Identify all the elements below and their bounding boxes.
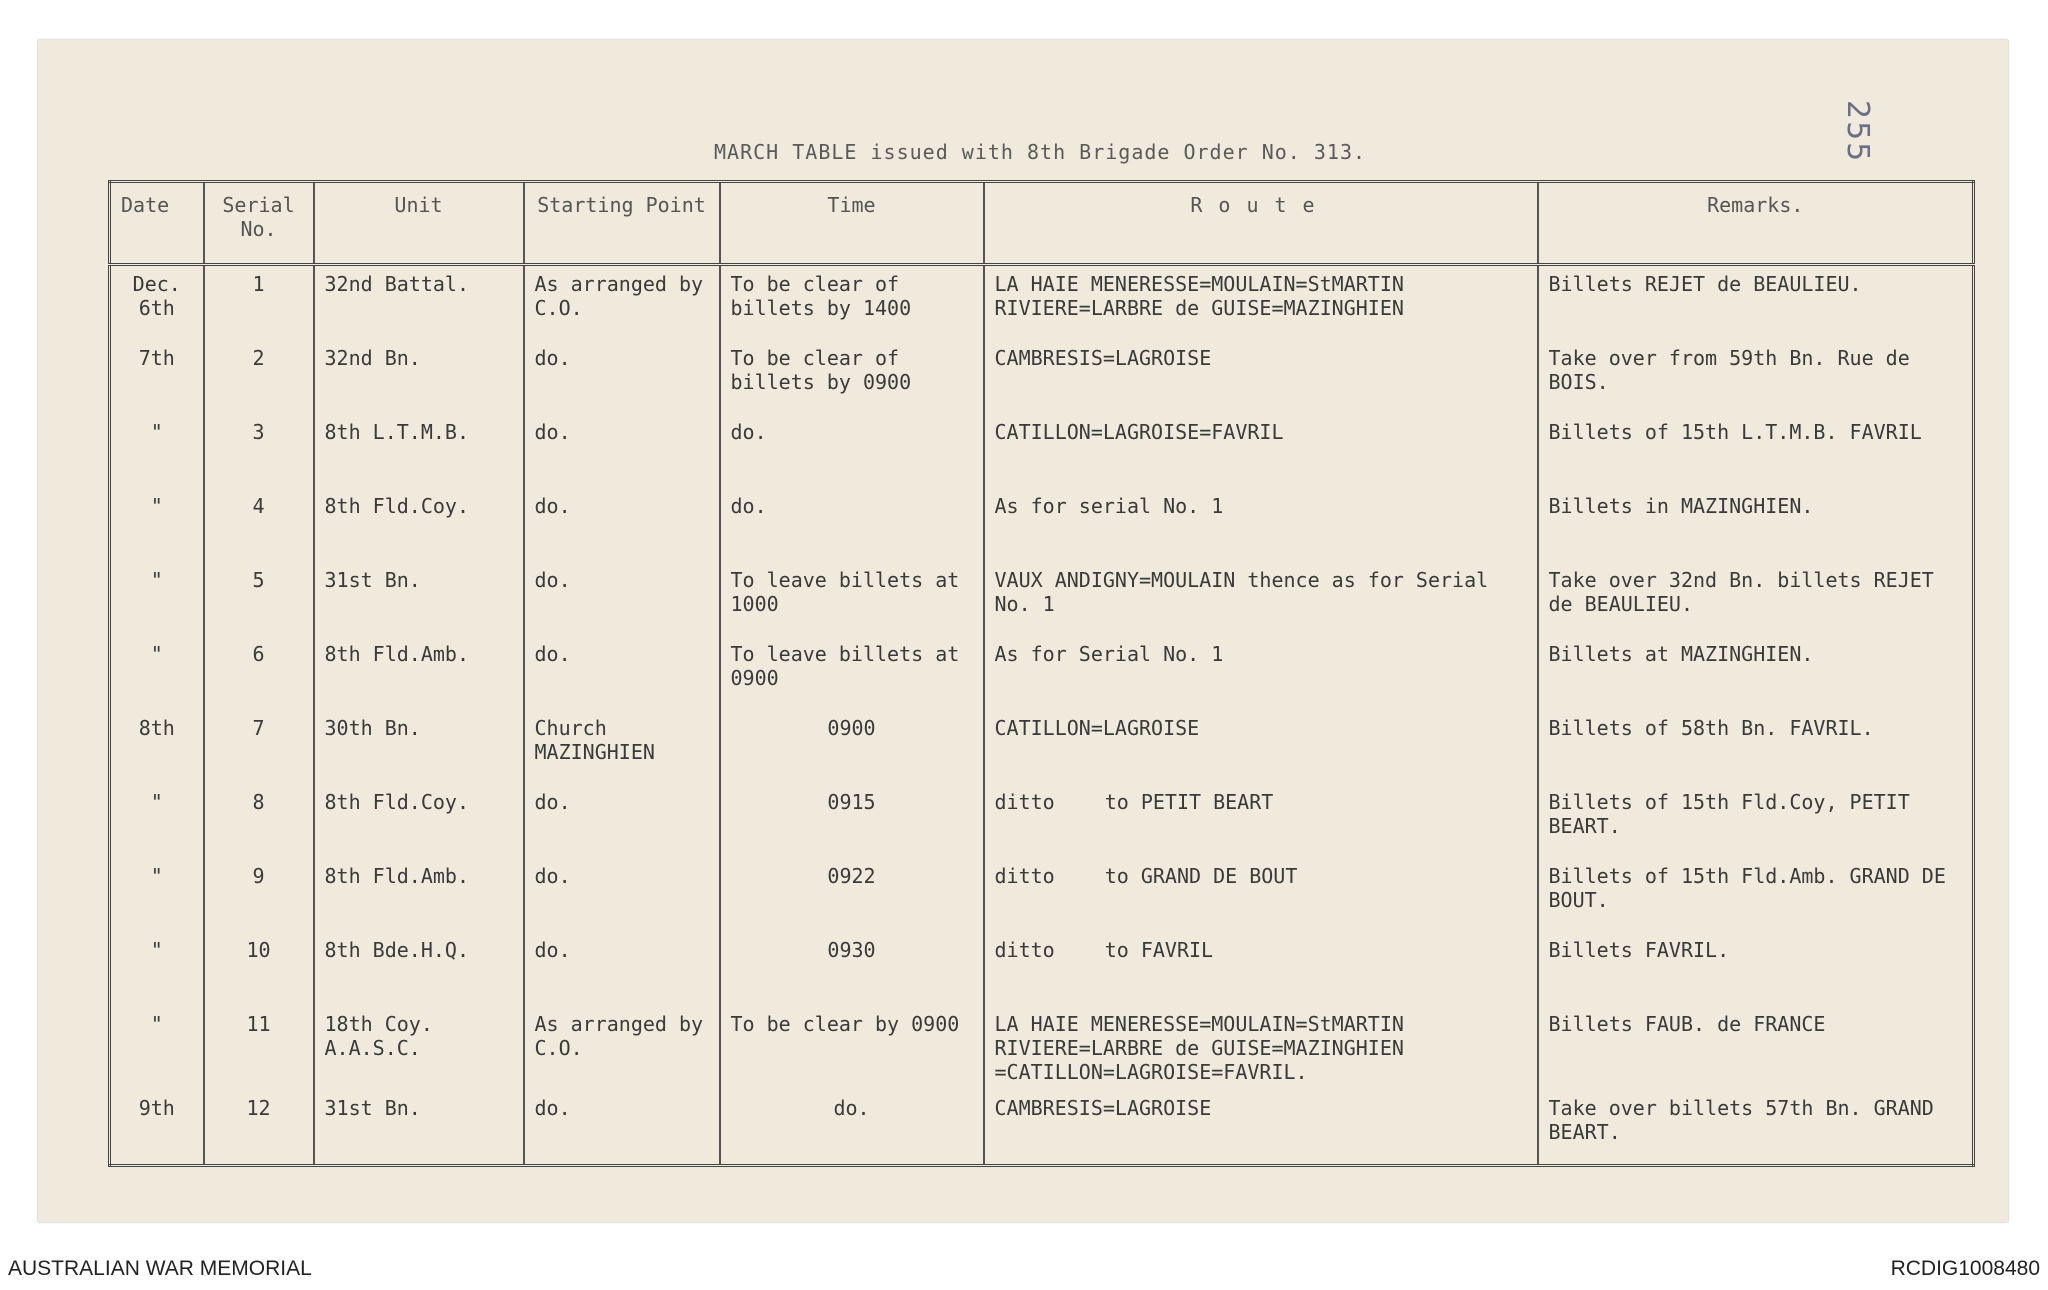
cell-date: 9th: [110, 1090, 204, 1166]
cell-remarks: Billets of 15th L.T.M.B. FAVRIL: [1538, 414, 1974, 488]
archive-credit: AUSTRALIAN WAR MEMORIAL: [8, 1257, 312, 1280]
header-time: Time: [720, 182, 984, 265]
cell-date: ": [110, 784, 204, 858]
cell-route: CAMBRESIS=LAGROISE: [984, 340, 1538, 414]
table-row: [110, 562, 1974, 636]
cell-date: ": [110, 932, 204, 1006]
cell-remarks: Billets of 15th Fld.Coy, PETIT BEART.: [1538, 784, 1974, 858]
cell-serial: 4: [204, 488, 314, 562]
cell-route: CAMBRESIS=LAGROISE: [984, 1090, 1538, 1166]
cell-time: 0915: [720, 784, 984, 858]
cell-starting-point: do.: [524, 562, 720, 636]
cell-starting-point: As arranged by C.O.: [524, 1006, 720, 1090]
cell-date: ": [110, 636, 204, 710]
route-destination: to PETIT BEART: [1104, 790, 1274, 814]
cell-date: Dec. 6th: [110, 265, 204, 341]
cell-time: do.: [720, 1090, 984, 1166]
cell-route: CATILLON=LAGROISE: [984, 710, 1538, 784]
table-row: [110, 636, 1974, 710]
cell-date: ": [110, 562, 204, 636]
cell-starting-point: As arranged by C.O.: [524, 265, 720, 341]
cell-time: To be clear of billets by 0900: [720, 340, 984, 414]
cell-unit: 8th Bde.H.Q.: [314, 932, 524, 1006]
cell-remarks: Billets REJET de BEAULIEU.: [1538, 265, 1974, 341]
cell-starting-point: do.: [524, 414, 720, 488]
cell-time: To leave billets at 0900: [720, 636, 984, 710]
cell-serial: 10: [204, 932, 314, 1006]
cell-unit: 32nd Bn.: [314, 340, 524, 414]
route-destination: to GRAND DE BOUT: [1104, 864, 1298, 888]
table-row: [110, 710, 1974, 784]
table-row: [110, 414, 1974, 488]
route-ditto: ditto: [994, 938, 1055, 962]
cell-time: do.: [720, 414, 984, 488]
cell-date: 8th: [110, 710, 204, 784]
cell-serial: 12: [204, 1090, 314, 1166]
cell-time: To be clear by 0900: [720, 1006, 984, 1090]
cell-serial: 2: [204, 340, 314, 414]
cell-remarks: Billets at MAZINGHIEN.: [1538, 636, 1974, 710]
document-title: MARCH TABLE issued with 8th Brigade Order No. 313.: [714, 140, 1367, 164]
cell-serial: 1: [204, 265, 314, 341]
header-serial: Serial No.: [204, 182, 314, 265]
cell-route: CATILLON=LAGROISE=FAVRIL: [984, 414, 1538, 488]
header-remarks: Remarks.: [1538, 182, 1974, 265]
cell-route: VAUX ANDIGNY=MOULAIN thence as for Serial No. 1: [984, 562, 1538, 636]
cell-time: To leave billets at 1000: [720, 562, 984, 636]
header-unit: Unit: [314, 182, 524, 265]
cell-route: [984, 858, 1538, 932]
table-row: [110, 1090, 1974, 1166]
table-row: [110, 858, 1974, 932]
cell-time: 0900: [720, 710, 984, 784]
route-destination: to FAVRIL: [1104, 938, 1214, 962]
cell-unit: 18th Coy. A.A.S.C.: [314, 1006, 524, 1090]
cell-serial: 7: [204, 710, 314, 784]
cell-remarks: Take over from 59th Bn. Rue de BOIS.: [1538, 340, 1974, 414]
table-row: [110, 1006, 1974, 1090]
cell-date: ": [110, 858, 204, 932]
cell-unit: 8th Fld.Amb.: [314, 858, 524, 932]
cell-unit: 8th Fld.Coy.: [314, 488, 524, 562]
cell-route: LA HAIE MENERESSE=MOULAIN=StMARTIN RIVIERE=LARBRE de GUISE=MAZINGHIEN =CATILLON=LAGROISE=FAVRIL.: [984, 1006, 1538, 1090]
archive-reference: RCDIG1008480: [1890, 1257, 2040, 1280]
cell-starting-point: do.: [524, 932, 720, 1006]
cell-remarks: Take over 32nd Bn. billets REJET de BEAULIEU.: [1538, 562, 1974, 636]
march-table: [108, 180, 1975, 1167]
cell-starting-point: Church MAZINGHIEN: [524, 710, 720, 784]
cell-route: [984, 784, 1538, 858]
cell-unit: 8th Fld.Amb.: [314, 636, 524, 710]
cell-serial: 9: [204, 858, 314, 932]
route-ditto: ditto: [994, 790, 1055, 814]
cell-date: 7th: [110, 340, 204, 414]
header-date: Date: [110, 182, 204, 265]
cell-date: ": [110, 1006, 204, 1090]
cell-serial: 3: [204, 414, 314, 488]
header-row: [110, 182, 1974, 265]
cell-unit: 31st Bn.: [314, 1090, 524, 1166]
table-row: [110, 488, 1974, 562]
cell-route: As for Serial No. 1: [984, 636, 1538, 710]
cell-unit: 8th Fld.Coy.: [314, 784, 524, 858]
cell-starting-point: do.: [524, 340, 720, 414]
cell-starting-point: do.: [524, 488, 720, 562]
cell-unit: 30th Bn.: [314, 710, 524, 784]
cell-starting-point: do.: [524, 784, 720, 858]
cell-unit: 8th L.T.M.B.: [314, 414, 524, 488]
cell-unit: 31st Bn.: [314, 562, 524, 636]
cell-time: To be clear of billets by 1400: [720, 265, 984, 341]
cell-serial: 8: [204, 784, 314, 858]
cell-date: ": [110, 414, 204, 488]
cell-unit: 32nd Battal.: [314, 265, 524, 341]
header-starting-point: Starting Point: [524, 182, 720, 265]
cell-remarks: Take over billets 57th Bn. GRAND BEART.: [1538, 1090, 1974, 1166]
table-row: [110, 340, 1974, 414]
cell-remarks: Billets in MAZINGHIEN.: [1538, 488, 1974, 562]
cell-serial: 11: [204, 1006, 314, 1090]
cell-route: [984, 932, 1538, 1006]
cell-route: As for serial No. 1: [984, 488, 1538, 562]
cell-date: ": [110, 488, 204, 562]
table-row: [110, 932, 1974, 1006]
cell-starting-point: do.: [524, 1090, 720, 1166]
cell-time: 0930: [720, 932, 984, 1006]
route-ditto: ditto: [994, 864, 1055, 888]
cell-route: LA HAIE MENERESSE=MOULAIN=StMARTIN RIVIERE=LARBRE de GUISE=MAZINGHIEN: [984, 265, 1538, 341]
table-row: [110, 784, 1974, 858]
cell-remarks: Billets of 58th Bn. FAVRIL.: [1538, 710, 1974, 784]
table-row: [110, 265, 1974, 341]
cell-starting-point: do.: [524, 858, 720, 932]
page-number: 255: [1840, 100, 1875, 164]
cell-serial: 5: [204, 562, 314, 636]
cell-remarks: Billets of 15th Fld.Amb. GRAND DE BOUT.: [1538, 858, 1974, 932]
cell-time: 0922: [720, 858, 984, 932]
header-route: Route: [984, 182, 1538, 265]
cell-remarks: Billets FAUB. de FRANCE: [1538, 1006, 1974, 1090]
cell-time: do.: [720, 488, 984, 562]
cell-starting-point: do.: [524, 636, 720, 710]
cell-serial: 6: [204, 636, 314, 710]
cell-remarks: Billets FAVRIL.: [1538, 932, 1974, 1006]
